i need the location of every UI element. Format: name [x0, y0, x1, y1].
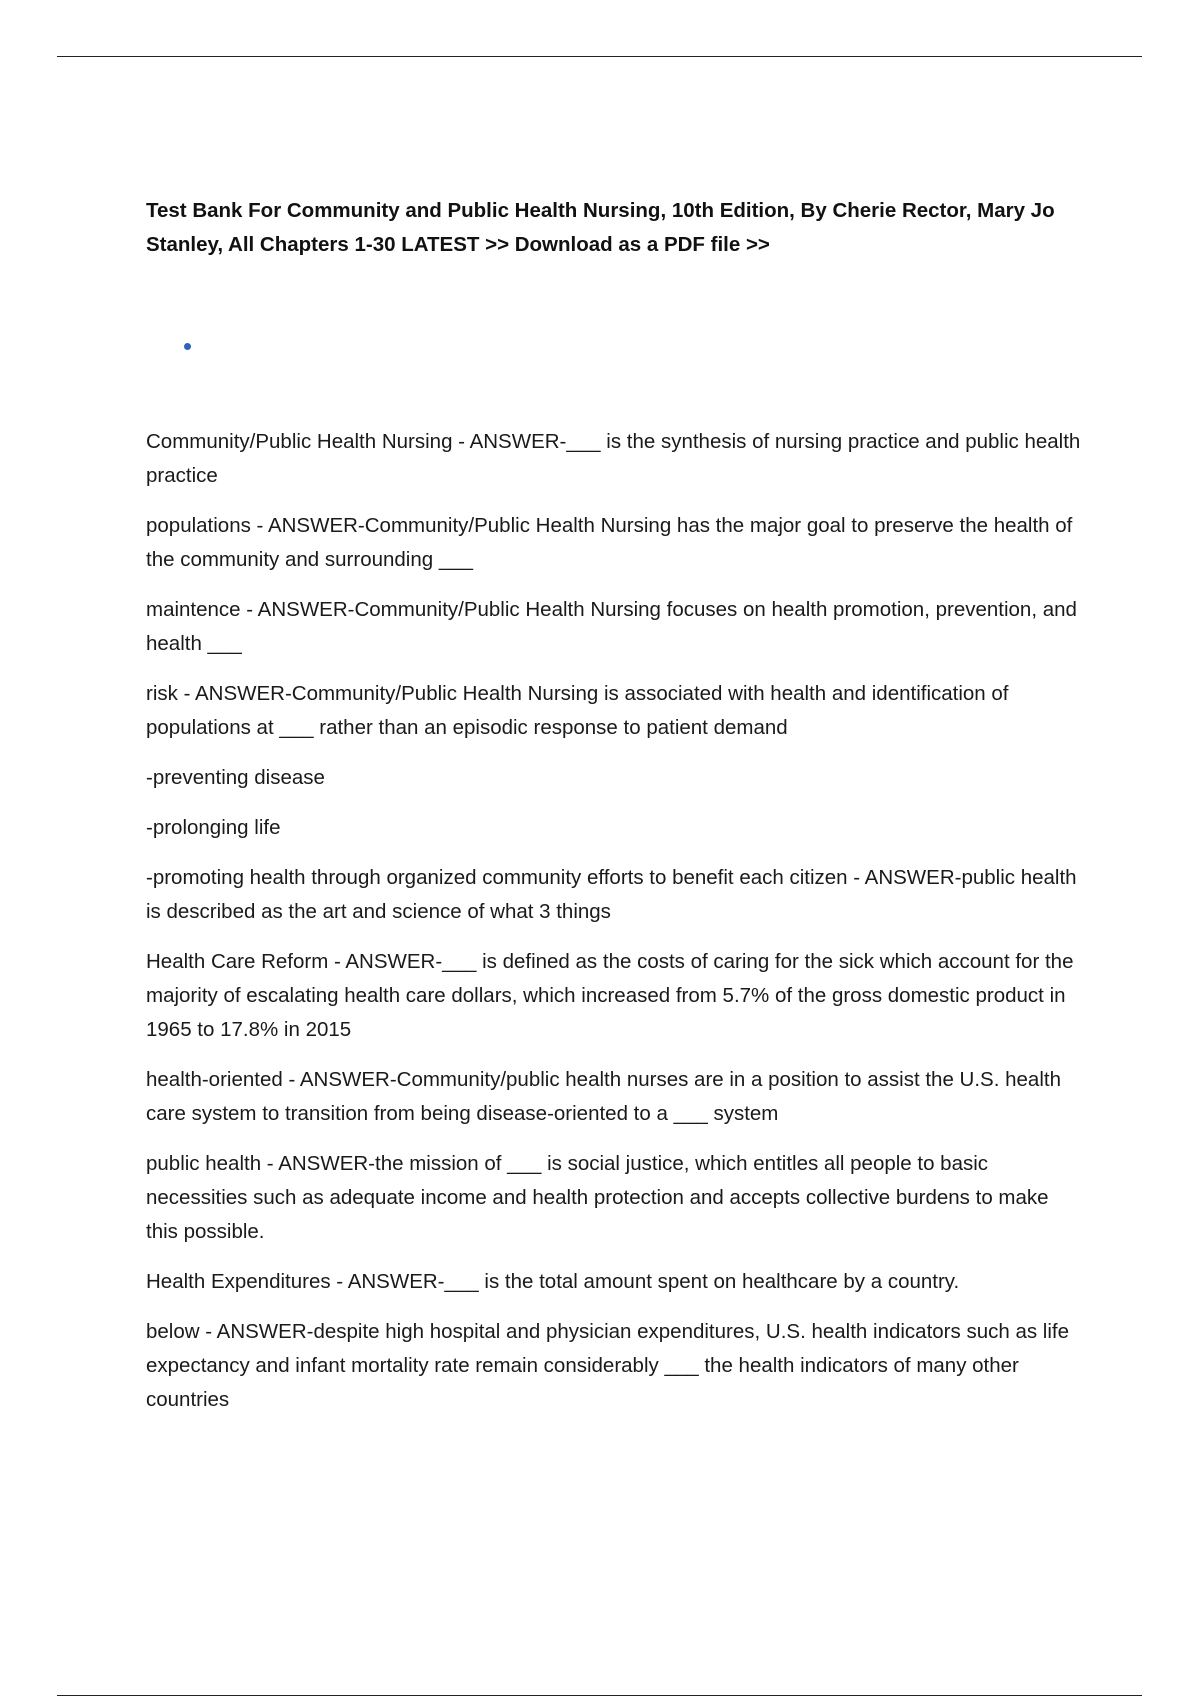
list-item: health-oriented - ANSWER-Community/public health nurses are in a position to assist the U.S. health care system to transition from being disease-oriented to a ___ system — [146, 1068, 1061, 1125]
list-item: risk - ANSWER-Community/Public Health Nursing is associated with health and identification of populations at ___ rather than an episodic response to patient demand — [146, 682, 1009, 739]
bullet-dot-icon — [184, 343, 191, 350]
header-rule — [57, 56, 1142, 57]
list-item: Community/Public Health Nursing - ANSWER-___ is the synthesis of nursing practice and public health practice — [146, 430, 1081, 487]
document-title: Test Bank For Community and Public Health Nursing, 10th Edition, By Cherie Rector, Mary Jo Stanley, All Chapters 1-30 LATEST >> Download as a PDF file >> — [146, 199, 1055, 256]
list-item: -promoting health through organized community efforts to benefit each citizen - ANSWER-public health is described as the art and science of what 3 things — [146, 866, 1077, 923]
list-item: populations - ANSWER-Community/Public Health Nursing has the major goal to preserve the health of the community and surrounding ___ — [146, 514, 1073, 571]
flashcard-list — [146, 425, 1086, 1417]
list-item: below - ANSWER-despite high hospital and physician expenditures, U.S. health indicators such as life expectancy and infant mortality rate remain considerably ___ the health indicators of many other countries — [146, 1320, 1069, 1411]
list-item: maintence - ANSWER-Community/Public Health Nursing focuses on health promotion, prevention, and health ___ — [146, 598, 1077, 655]
list-item: Health Care Reform - ANSWER-___ is defined as the costs of caring for the sick which account for the majority of escalating health care dollars, which increased from 5.7% of the gross domestic product in 1965 to 17.8% in 2015 — [146, 950, 1074, 1041]
list-item: Health Expenditures - ANSWER-___ is the total amount spent on healthcare by a country. — [146, 1270, 960, 1293]
list-item: -preventing disease — [146, 766, 325, 789]
bullet-row — [146, 343, 1086, 379]
list-item: -prolonging life — [146, 816, 281, 839]
list-item: public health - ANSWER-the mission of ___ is social justice, which entitles all people to basic necessities such as adequate income and health protection and accepts collective burdens to make this possible. — [146, 1152, 1049, 1243]
document-body — [146, 194, 1086, 1433]
footer-rule — [57, 1695, 1142, 1696]
